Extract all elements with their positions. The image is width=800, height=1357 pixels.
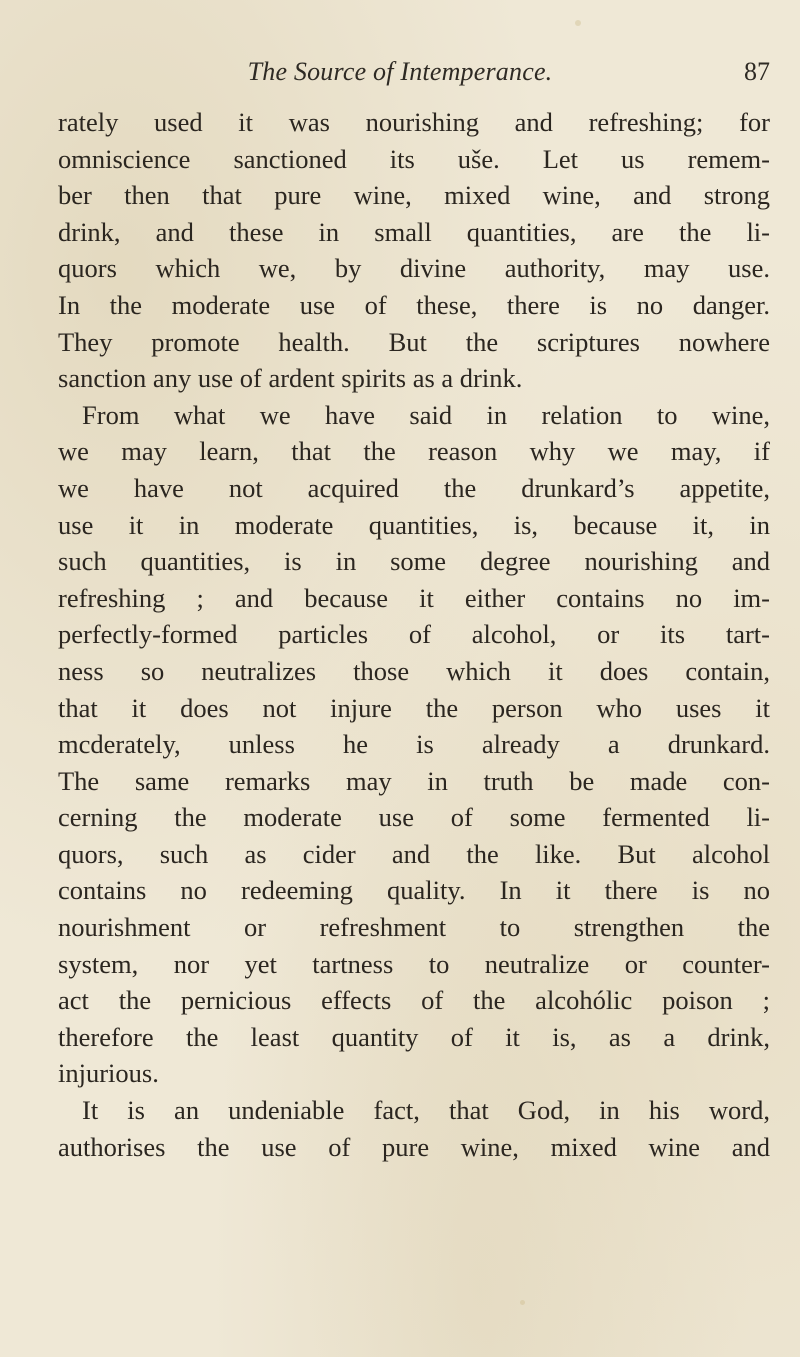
running-title: The Source of Intemperance.: [247, 57, 553, 86]
text-line: authorises the use of pure wine, mixed wine and: [58, 1131, 770, 1162]
text-line: use it in moderate quantities, is, because it, in: [58, 509, 770, 540]
text-line: nourishment or refreshment to strengthen the: [58, 912, 770, 943]
paper-stain: [520, 1300, 525, 1305]
text-line: They promote health. But the scriptures nowhere: [58, 326, 770, 357]
text-line: refreshing ; and because it either contains no im-: [58, 582, 770, 613]
text-line: drink, and these in small quantities, are the li-: [58, 216, 770, 247]
text-line: rately used it was nourishing and refreshing; for: [58, 107, 770, 137]
text-line: omniscience sanctioned its uše. Let us remem-: [58, 143, 770, 174]
text-line: cerning the moderate use of some fermented li-: [58, 802, 770, 833]
text-line: we have not acquired the drunkard’s appetite,: [58, 472, 770, 503]
text-line: such quantities, is in some degree nourishing and: [58, 546, 770, 577]
text-line: ber then that pure wine, mixed wine, and strong: [58, 180, 770, 211]
text-line: contains no redeeming quality. In it there is no: [58, 875, 770, 906]
text-line: quors which we, by divine authority, may use.: [58, 253, 770, 284]
text-line: sanction any use of ardent spirits as a drink.: [58, 363, 523, 394]
body-text: [58, 104, 770, 1165]
page-header: [0, 50, 800, 94]
text-line: ness so neutralizes those which it does contain,: [58, 655, 770, 686]
text-line: perfectly-formed particles of alcohol, or its tart-: [58, 619, 770, 650]
text-line: act the pernicious effects of the alcohólic poison ;: [58, 985, 770, 1016]
text-line: In the moderate use of these, there is no danger.: [58, 289, 770, 320]
text-line: The same remarks may in truth be made con-: [58, 765, 770, 796]
text-line: mcderately, unless he is already a drunkard.: [58, 729, 770, 760]
text-line: therefore the least quantity of it is, as a drink,: [58, 1021, 770, 1052]
paragraph-start-line: It is an undeniable fact, that God, in his word,: [82, 1095, 770, 1126]
paper-stain: [575, 20, 581, 26]
text-line: we may learn, that the reason why we may, if: [58, 436, 770, 467]
text-line: system, nor yet tartness to neutralize or counter-: [58, 948, 770, 979]
paragraph-start-line: From what we have said in relation to wine,: [82, 399, 770, 430]
text-line: that it does not injure the person who uses it: [58, 692, 770, 723]
page-number: 87: [744, 57, 770, 86]
text-line: injurious.: [58, 1058, 159, 1089]
text-line: quors, such as cider and the like. But alcohol: [58, 838, 770, 869]
